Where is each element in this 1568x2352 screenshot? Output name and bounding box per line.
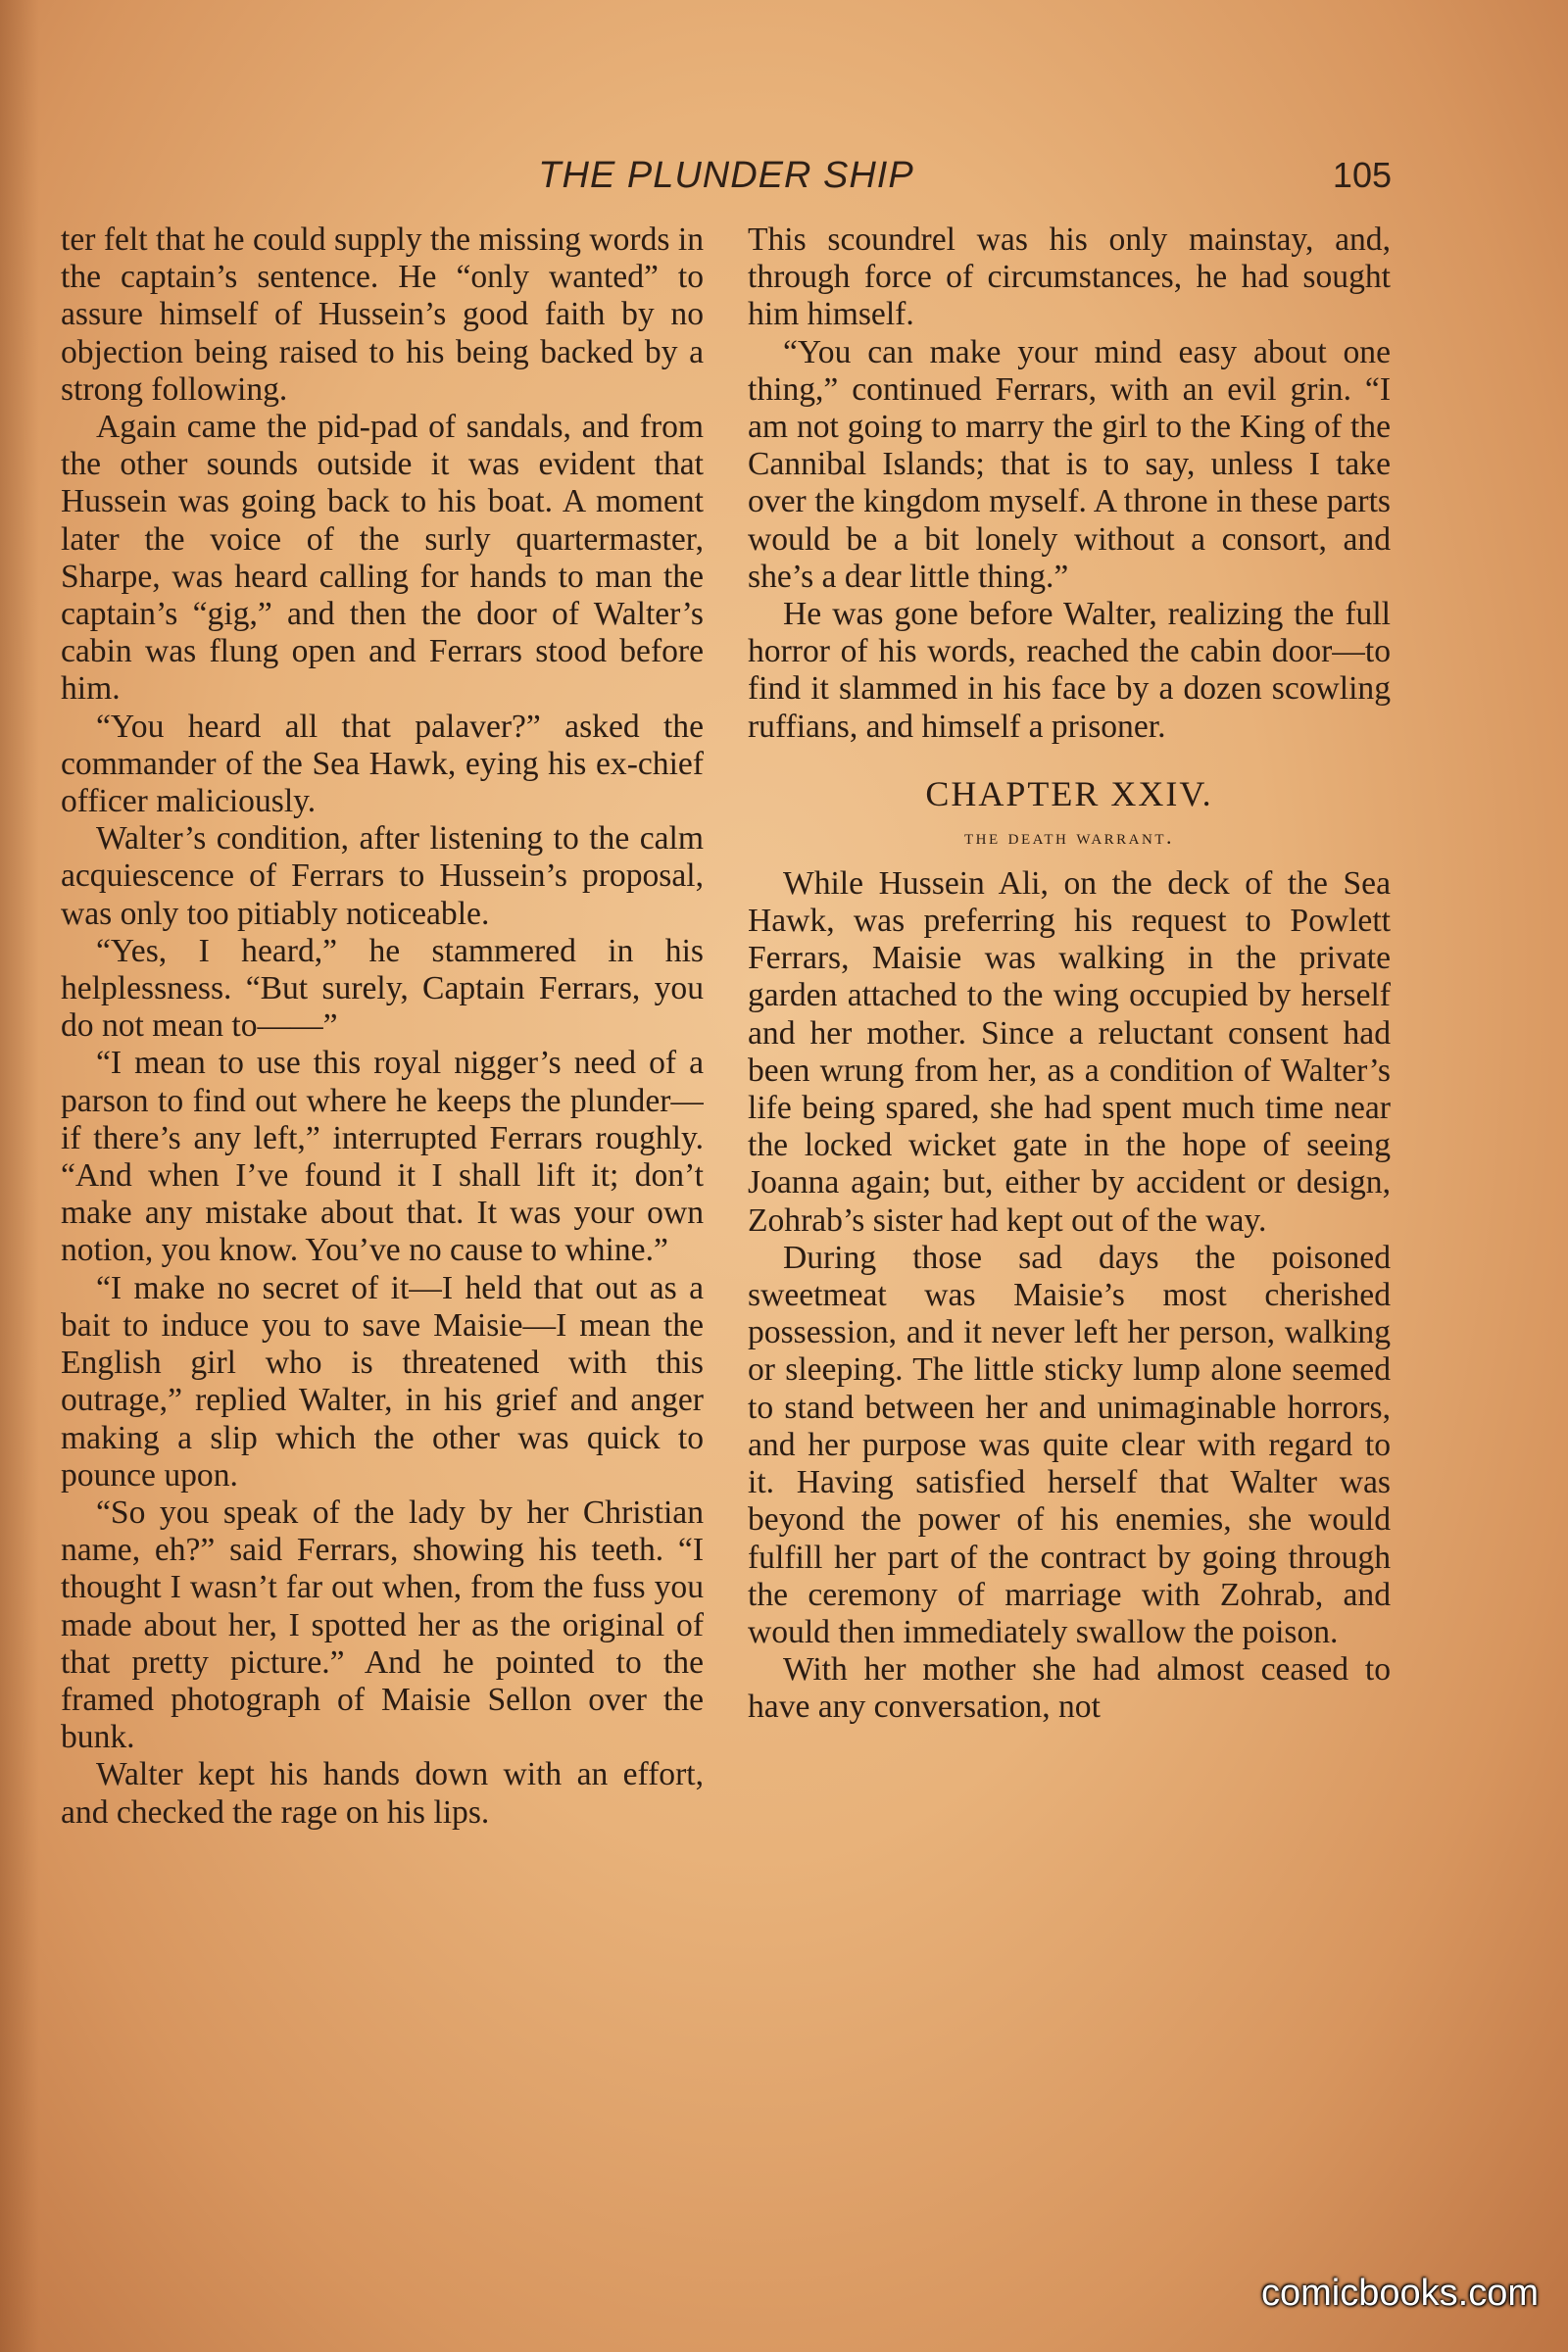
paragraph: “I mean to use this royal nigger’s need of a parson to find out where he keeps the plunder—if there’s any left,” interrupted Ferrars roughly. “And when I’ve found it I shall lift it; don’t make any mistake about that. It was your own notion, you know. You’ve no cause to whine.” bbox=[61, 1045, 704, 1269]
paragraph: This scoundrel was his only mainstay, and, through force of circumstances, he had sought him himself. bbox=[748, 221, 1391, 333]
paragraph: He was gone before Walter, realizing the full horror of his words, reached the cabin door—to find it slammed in his face by a dozen scowling ruffians, and himself a prisoner. bbox=[748, 596, 1391, 745]
paragraph: Walter’s condition, after listening to the calm acquiescence of Ferrars to Hussein’s proposal, was only too pitiably noticeable. bbox=[61, 820, 704, 932]
paragraph: ter felt that he could supply the missing words in the captain’s sentence. He “only wanted” to assure himself of Hussein’s good faith by no objection being raised to his being backed by a strong following. bbox=[61, 221, 704, 408]
chapter-subtitle: the death warrant. bbox=[964, 823, 1174, 849]
page-number: 105 bbox=[1332, 155, 1392, 195]
left-column bbox=[61, 221, 704, 2123]
site-watermark: comicbooks.com bbox=[1261, 2273, 1539, 2314]
paragraph: “Yes, I heard,” he stammered in his helplessness. “But surely, Captain Ferrars, you do not mean to——” bbox=[61, 932, 704, 1045]
paragraph: Again came the pid-pad of sandals, and from the other sounds outside it was evident that Hussein was going back to his boat. A moment later the voice of the surly quartermaster, Sharpe, was heard calling for hands to man the captain’s “gig,” and then the door of Walter’s cabin was flung open and Ferrars stood before him. bbox=[61, 409, 704, 708]
paragraph: During those sad days the poisoned sweetmeat was Maisie’s most cherished possession, and it never left her person, walking or sleeping. The little sticky lump alone seemed to stand between her and unimaginable horrors, and her purpose was quite clear with regard to it. Having satisfied herself that Walter was beyond the power of his enemies, she would fulfill her part of the contract by going through the ceremony of marriage with Zohrab, and would then immediately swallow the poison. bbox=[748, 1239, 1391, 1650]
chapter-title: CHAPTER XXIV. bbox=[925, 773, 1213, 813]
paragraph: With her mother she had almost ceased to have any conversation, not bbox=[748, 1651, 1391, 1726]
page-edge-shadow bbox=[0, 0, 39, 2352]
paragraph: While Hussein Ali, on the deck of the Sea Hawk, was preferring his request to Powlett Ferrars, Maisie was walking in the private garden attached to the wing occupied by herself and her mother. Since a reluctant consent had been wrung from her, as a condition of Walter’s life being spared, she had spent much time near the locked wicket gate in the hope of seeing Joanna again; but, either by accident or design, Zohrab’s sister had kept out of the way. bbox=[748, 864, 1391, 1239]
paragraph: Walter kept his hands down with an effort, and checked the rage on his lips. bbox=[61, 1756, 704, 1831]
paragraph: “I make no secret of it—I held that out as a bait to induce you to save Maisie—I mean the English girl who is threatened with this outrage,” replied Walter, in his grief and anger making a slip which the other was quick to pounce upon. bbox=[61, 1269, 704, 1494]
paragraph: “You can make your mind easy about one thing,” continued Ferrars, with an evil grin. “I am not going to marry the girl to the King of the Cannibal Islands; that is to say, unless I take over the kingdom myself. A throne in these parts would be a bit lonely without a consort, and she’s a dear little thing.” bbox=[748, 333, 1391, 595]
paragraph: “You heard all that palaver?” asked the commander of the Sea Hawk, eying his ex-chief officer maliciously. bbox=[61, 708, 704, 820]
right-column bbox=[748, 221, 1391, 2123]
running-header bbox=[61, 149, 1392, 208]
running-title: THE PLUNDER SHIP bbox=[538, 155, 914, 196]
paragraph: “So you speak of the lady by her Christian name, eh?” said Ferrars, showing his teeth. “I thought I wasn’t far out when, from the fuss you made about her, I spotted her as the original of that pretty picture.” And he pointed to the framed photograph of Maisie Sellon over the bunk. bbox=[61, 1494, 704, 1756]
